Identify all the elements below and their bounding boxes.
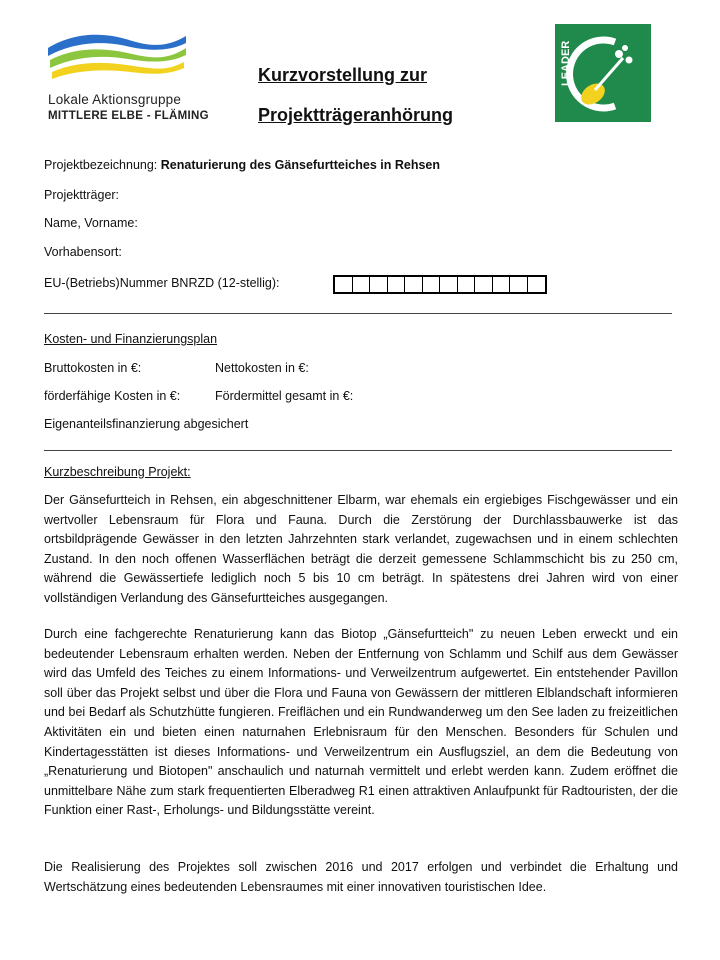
page-title (258, 55, 453, 135)
paragraph-1: Der Gänsefurtteich in Rehsen, ein abgeschnittener Elbarm, war ehemals ein ergiebiges Fischgewässer und ein wertvoller Lebensraum für Flora und Fauna. Durch die Zerstörung der Durchlassbauwerke ist das ortsbildprägende Gewässer in den letzten Jahrzehnten stark verlandet, zugewachsen und in einem schlechten Zustand. In den noch offenen Wasserflächen beträgt die derzeit gemessene Schlammschicht bis zu 250 cm, während die Gewässertiefe lediglich noch 5 bis 10 cm beträgt. In spätestens drei Jahren wird von einer vollständigen Verlandung des Gänsefurtteiches ausgegangen. (44, 493, 678, 605)
leader-logo-icon (555, 24, 651, 122)
eu-number-box[interactable] (388, 277, 406, 292)
divider (44, 450, 672, 451)
eu-number-box[interactable] (493, 277, 511, 292)
name-label: Name, Vorname: (44, 216, 138, 230)
eu-number-box[interactable] (370, 277, 388, 292)
leader-logo-text: LEADER (560, 40, 572, 86)
kosten-heading: Kosten- und Finanzierungsplan (44, 332, 218, 346)
lag-logo (44, 26, 209, 126)
eu-number-box[interactable] (510, 277, 528, 292)
beschreibung-heading: Kurzbeschreibung Projekt: (44, 465, 191, 479)
title-line2: Projektträgeranhörung (258, 105, 454, 125)
eu-number-box[interactable] (423, 277, 441, 292)
paragraph-2: Durch eine fachgerechte Renaturierung kann das Biotop „Gänsefurtteich" zu neuen Leben erweckt und ein bedeutender Lebensraum erhalten werden. Neben der Entfernung von Schlamm und Schilf aus dem Gewässer wird das Umfeld des Teiches zu einem Informations- und Verweilzentrum aufgewertet. Ein entstehender Pavillon soll über das Projekt selbst und über die Flora und Fauna von Gewässern der mittleren Elblandschaft informieren und bei Bedarf als Schutzhütte fungieren. Freiflächen und ein Rundwanderweg um den See laden zu freizeitlichen Aktivitäten ein und bieten einen naturnahen Erlebnisraum für den Menschen. Besonders für Schulen und Kindertagesstätten ist dieses Informations- und Verweilzentrum ein Ausflugsziel, an dem die Bedeutung von „Renaturierung und Biotopen" anschaulich und naturnah vermittelt und erlebt werden kann. Zudem eröffnet die unmittelbare Nähe zum stark frequentierten Elberadweg R1 einen attraktiven Anlaufpunkt für Radtouristen, der die Funktion einer Rast-, Erholungs- und Bildungsstätte vereint. (44, 627, 678, 818)
eu-number-boxes[interactable] (333, 275, 547, 294)
project-label: Projektbezeichnung: (44, 158, 158, 172)
netto-label: Nettokosten in €: (215, 361, 309, 375)
eu-number-box[interactable] (440, 277, 458, 292)
eu-number-box[interactable] (405, 277, 423, 292)
eigenanteil-label: Eigenanteilsfinanzierung abgesichert (44, 417, 249, 431)
eu-number-box[interactable] (353, 277, 371, 292)
divider (44, 313, 672, 314)
paragraph-3: Die Realisierung des Projektes soll zwischen 2016 und 2017 erfolgen und verbindet die Erhaltung und Wertschätzung eines bedeutenden Lebensraumes mit einer innovativen touristischen Idee. (44, 860, 678, 894)
wave-logo-icon (44, 26, 189, 90)
org-name-line1: Lokale Aktionsgruppe (48, 92, 182, 107)
eu-number-box[interactable] (335, 277, 353, 292)
eu-number-box[interactable] (475, 277, 493, 292)
foerdermittel-label: Fördermittel gesamt in €: (215, 389, 354, 403)
traeger-label: Projektträger: (44, 188, 120, 202)
project-value: Renaturierung des Gänsefurtteiches in Rehsen (160, 158, 441, 172)
eu-number-label: EU-(Betriebs)Nummer BNRZD (12-stellig): (44, 276, 280, 290)
leader-logo (555, 24, 651, 122)
foerderfaehig-label: förderfähige Kosten in €: (44, 389, 181, 403)
brutto-label: Bruttokosten in €: (44, 361, 142, 375)
project-row (44, 158, 440, 172)
org-name-line2: MITTLERE ELBE - FLÄMING (48, 110, 209, 122)
ort-label: Vorhabensort: (44, 245, 122, 259)
title-line1: Kurzvorstellung zur (258, 65, 428, 85)
eu-number-box[interactable] (458, 277, 476, 292)
eu-number-box[interactable] (528, 277, 546, 292)
